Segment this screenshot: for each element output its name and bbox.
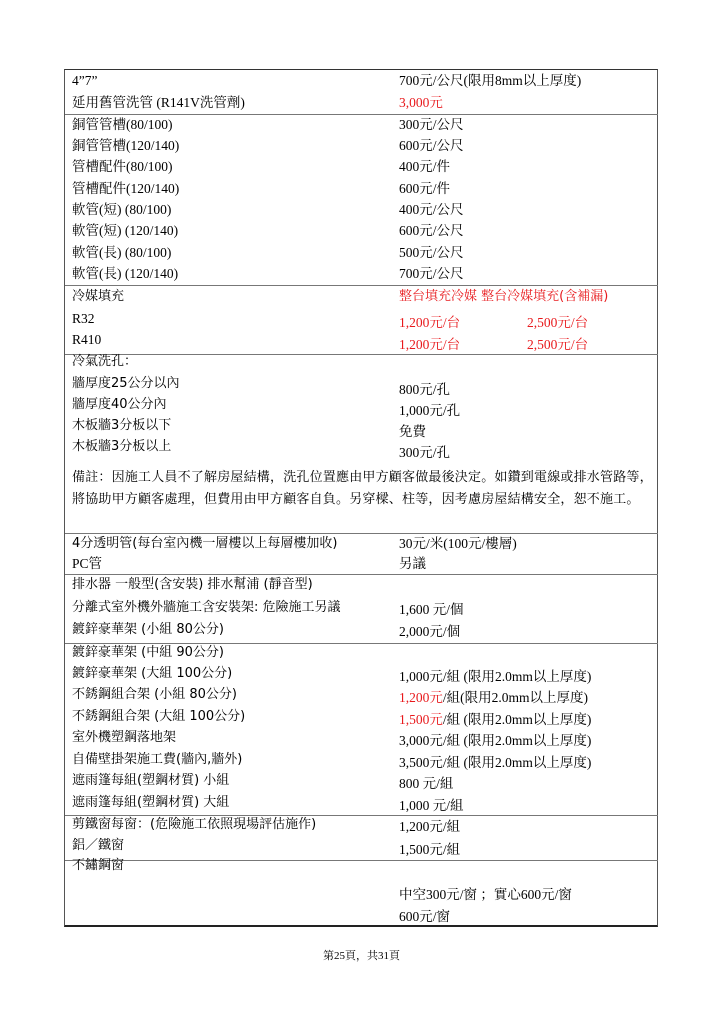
- item-label: 木板牆3分板以下: [72, 418, 172, 433]
- item-label: PC管: [72, 556, 103, 571]
- item-label: 鍍鋅豪華架 (中組 90公分): [72, 645, 224, 660]
- item-price: 700元/公尺: [399, 266, 464, 281]
- item-price: 1,000 元/組: [399, 798, 464, 813]
- item-label: 遮雨篷每組(塑鋼材質) 大組: [72, 795, 230, 810]
- item-label: 鍍鋅豪華架 (大組 100公分): [72, 666, 233, 681]
- item-label: 自備壁掛架施工費(牆內,牆外): [72, 752, 243, 767]
- item-price: [399, 712, 591, 728]
- divider: [65, 114, 658, 115]
- item-price: 400元/公尺: [399, 202, 464, 217]
- item-price: 500元/公尺: [399, 245, 464, 260]
- item-label: 剪鐵窗每窗：(危險施工依照現場評估施作): [72, 817, 317, 832]
- price-header: 整台填充冷媒 整台冷媒填充(含補漏): [399, 289, 609, 304]
- price-fill: 1,200元/台: [399, 337, 461, 352]
- item-label: 鋁／鐵窗: [72, 838, 125, 853]
- price-highlight: 1,500元: [399, 712, 443, 727]
- section-title: 冷氣洗孔：: [72, 354, 138, 369]
- divider: [65, 815, 658, 816]
- divider: [65, 533, 658, 534]
- item-label: R410: [72, 332, 102, 347]
- item-price: 30元/米(100元/樓層): [399, 536, 517, 551]
- item-price: 600元/公尺: [399, 138, 464, 153]
- item-price: 600元/公尺: [399, 223, 464, 238]
- item-price: 1,000元/組 (限用2.0mm以上厚度): [399, 669, 592, 684]
- item-price: 800 元/組: [399, 776, 454, 791]
- divider: [65, 574, 658, 575]
- page-number: 第25頁，共31頁: [323, 950, 400, 962]
- item-price: 2,000元/個: [399, 624, 461, 639]
- item-label: 牆厚度25公分以內: [72, 376, 180, 391]
- price-fill-leak: 2,500元/台: [527, 337, 589, 352]
- item-price: 3,000元: [399, 95, 443, 110]
- price-suffix: /組 (限用2.0mm以上厚度): [442, 712, 592, 727]
- item-label: 管槽配件(80/100): [72, 159, 173, 174]
- price-fill: 1,200元/台: [399, 315, 461, 330]
- item-label: 軟管(長) (120/140): [72, 266, 179, 281]
- item-price: 400元/件: [399, 159, 451, 174]
- item-price: 另議: [399, 556, 426, 571]
- item-price: [399, 690, 588, 706]
- item-label: 延用舊管洗管 (R141V洗管劑): [72, 95, 245, 110]
- price-suffix: /組(限用2.0mm以上厚度): [442, 690, 588, 705]
- item-price: 300元/公尺: [399, 117, 464, 132]
- item-price: 800元/孔: [399, 382, 451, 397]
- item-label: 4”7”: [72, 73, 98, 88]
- section-title: 冷媒填充: [72, 289, 125, 304]
- price-fill-leak: 2,500元/台: [527, 315, 589, 330]
- item-price: 1,600 元/個: [399, 602, 464, 617]
- item-label: 不鏽鋼窗: [72, 858, 125, 873]
- item-label: 軟管(短) (120/140): [72, 223, 179, 238]
- item-price: 3,500元/組 (限用2.0mm以上厚度): [399, 755, 592, 770]
- divider: [65, 354, 658, 355]
- item-label: 遮雨篷每組(塑鋼材質) 小組: [72, 773, 230, 788]
- item-label: R32: [72, 311, 95, 326]
- item-price: 1,200元/組: [399, 819, 461, 834]
- price-highlight: 1,200元: [399, 690, 443, 705]
- item-price: 中空300元/窗 ；實心600元/窗: [399, 887, 572, 902]
- drilling-note: 備註：因施工人員不了解房屋結構，洗孔位置應由甲方顧客做最後決定。如鑽到電線或排水管路等，將協助甲方顧客處理，但費用由甲方顧客自負。另穿樑、柱等，因考慮房屋結構安全，恕不施工。: [72, 470, 653, 507]
- item-label: 軟管(短) (80/100): [72, 202, 172, 217]
- divider: [65, 860, 658, 861]
- item-label: 銅管管槽(120/140): [72, 138, 180, 153]
- item-price: 600元/件: [399, 181, 451, 196]
- item-label: 室外機塑鋼落地架: [72, 730, 177, 745]
- item-label: 鍍鋅豪華架 (小組 80公分): [72, 622, 224, 637]
- item-label: 不銹鋼組合架 (大組 100公分): [72, 709, 246, 724]
- divider: [65, 285, 658, 286]
- item-label: 排水器 一般型(含安裝) 排水幫浦 (靜音型): [72, 577, 313, 592]
- item-label: 銅管管槽(80/100): [72, 117, 173, 132]
- item-price: 600元/窗: [399, 909, 451, 924]
- item-price: 300元/孔: [399, 445, 451, 460]
- item-label: 不銹鋼組合架 (小組 80公分): [72, 687, 237, 702]
- divider: [65, 643, 658, 644]
- item-label: 牆厚度40公分內: [72, 397, 167, 412]
- item-price: 免費: [399, 424, 426, 439]
- item-label: 木板牆3分板以上: [72, 439, 172, 454]
- item-label: 分離式室外機外牆施工含安裝架: 危險施工另議: [72, 600, 341, 615]
- item-label: 管槽配件(120/140): [72, 181, 180, 196]
- item-price: 700元/公尺(限用8mm以上厚度): [399, 73, 582, 88]
- item-price: 1,000元/孔: [399, 403, 461, 418]
- item-price: 1,500元/組: [399, 842, 461, 857]
- item-label: 軟管(長) (80/100): [72, 245, 172, 260]
- item-label: 4分透明管(每台室內機一層樓以上每層樓加收): [72, 536, 338, 551]
- item-price: 3,000元/組 (限用2.0mm以上厚度): [399, 733, 592, 748]
